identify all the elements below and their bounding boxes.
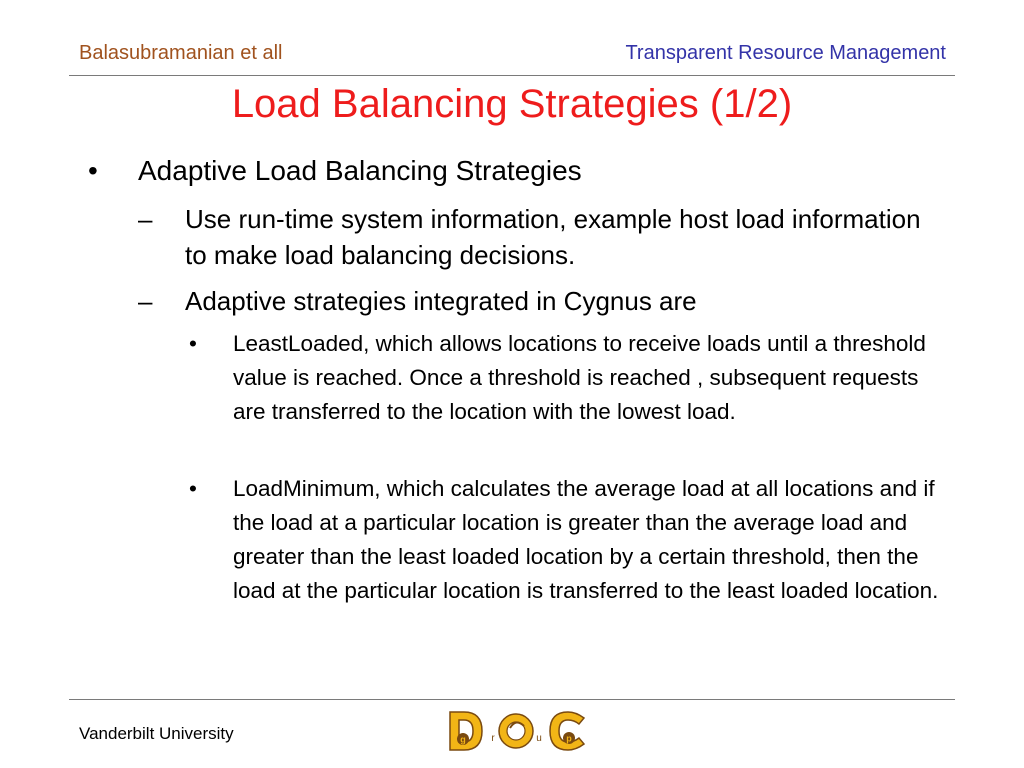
bullet-text: Adaptive Load Balancing Strategies xyxy=(138,155,582,186)
header-author: Balasubramanian et all xyxy=(79,42,283,64)
bullet-marker: • xyxy=(88,155,98,186)
logo-letter-g: g xyxy=(460,734,466,745)
logo-letter-u: u xyxy=(536,733,542,744)
bullet-marker: • xyxy=(189,331,197,356)
bullet-text: LoadMinimum, which calculates the average load at all locations and if the load at a particular location is greater than the average load and greater than the least loaded location by a certain threshold, then the load at the particular location is transferred to the least loaded location. xyxy=(233,476,939,603)
dash-marker: – xyxy=(138,286,153,316)
bullet-text: LeastLoaded, which allows locations to receive loads until a threshold value is reached. Once a threshold is reached , subsequent requests are transferred to the location with the lowest load. xyxy=(233,331,926,424)
bullet-text: Use run-time system information, example host load information to make load balancing decisions. xyxy=(185,204,921,270)
bullet-text: Adaptive strategies integrated in Cygnus are xyxy=(185,286,697,316)
footer-divider xyxy=(69,699,955,700)
logo-letter-p: p xyxy=(566,733,572,744)
dash-marker: – xyxy=(138,204,153,234)
header-topic: Transparent Resource Management xyxy=(625,42,946,64)
logo-letter-r: r xyxy=(491,733,495,744)
slide-title: Load Balancing Strategies (1/2) xyxy=(231,82,793,126)
doc-group-logo xyxy=(448,708,588,754)
bullet-marker: • xyxy=(189,476,197,501)
footer-institution: Vanderbilt University xyxy=(79,724,234,743)
